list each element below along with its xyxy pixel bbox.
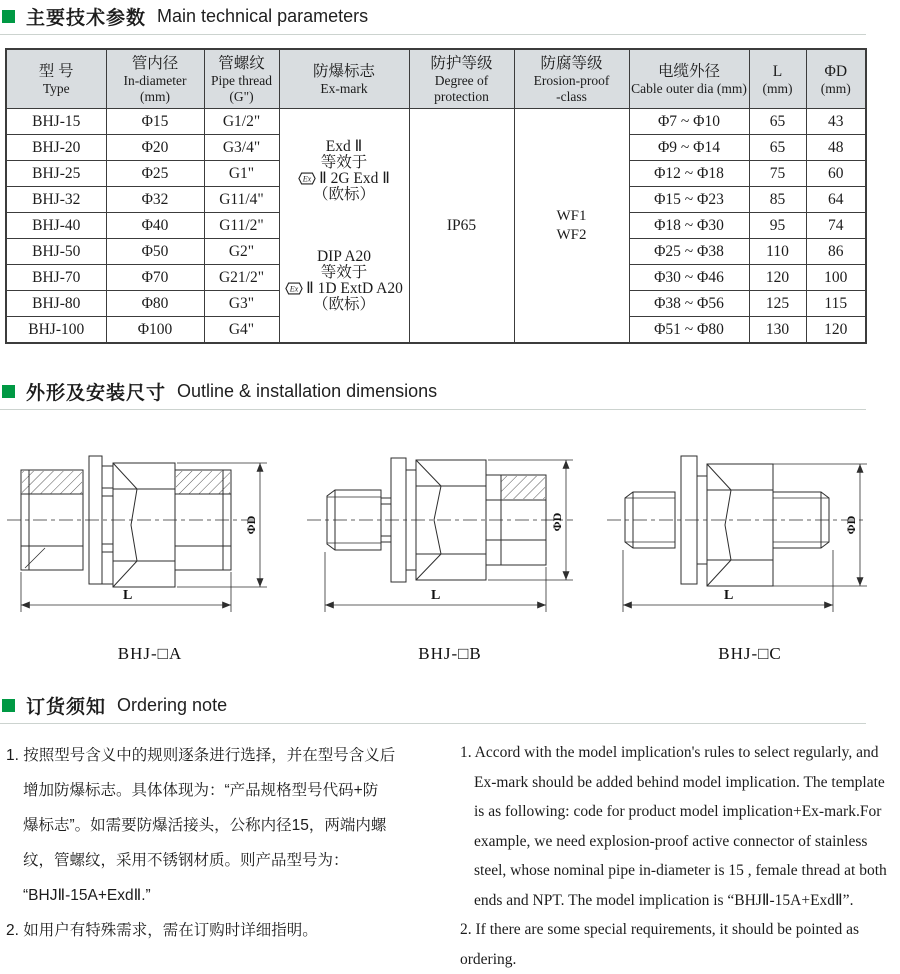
cell-thread: G4": [204, 317, 279, 344]
cell-l: 65: [749, 135, 806, 161]
cell-cable: Φ51 ~ Φ80: [629, 317, 749, 344]
divider: [0, 34, 866, 35]
section-bullet-icon: [2, 10, 15, 23]
technical-drawing-b: [305, 430, 595, 620]
ordering-note-line: Ex-mark should be added behind model implication. The template: [474, 773, 885, 791]
cell-cable: Φ18 ~ Φ30: [629, 213, 749, 239]
section-title-en: Ordering note: [117, 694, 228, 715]
section-bullet-icon: [2, 385, 15, 398]
ex-hexagon-icon: [298, 172, 316, 185]
section-title-zh: 订货须知: [26, 696, 107, 718]
ordering-note-line: 纹，管螺纹，采用不锈钢材质。则产品型号为：: [23, 852, 349, 869]
ordering-note-line: 1. 按照型号含义中的规则逐条进行选择，并在型号含义后: [6, 747, 396, 764]
dim-label-l: L: [431, 588, 441, 603]
dim-label-d: ΦD: [244, 515, 258, 535]
outline-drawing-a: [0, 430, 300, 664]
cell-cable: Φ30 ~ Φ46: [629, 265, 749, 291]
cell-thread: G1/2": [204, 109, 279, 135]
column-header-protection: 防护等级 Degree of protection: [409, 49, 514, 109]
outline-drawings: [0, 430, 900, 664]
ordering-notes: [6, 738, 900, 974]
section-bullet-icon: [2, 699, 15, 712]
cell-l: 75: [749, 161, 806, 187]
dim-label-d: ΦD: [550, 512, 564, 532]
divider: [0, 723, 866, 724]
cell-l: 85: [749, 187, 806, 213]
cell-type: BHJ-25: [6, 161, 106, 187]
column-header-cable: 电缆外径 Cable outer dia (mm): [629, 49, 749, 109]
column-header-diameter: 管内径 In-diameter (mm): [106, 49, 204, 109]
ex-hexagon-icon: [285, 282, 303, 295]
cell-diameter: Φ40: [106, 213, 204, 239]
table-header-row: [6, 49, 866, 109]
column-header-l: L (mm): [749, 49, 806, 109]
svg-text:Ex: Ex: [302, 174, 312, 184]
section-title-zh: 主要技术参数: [26, 7, 147, 29]
column-header-erosion: 防腐等级 Erosion-proof -class: [514, 49, 629, 109]
section-header-params: [2, 5, 900, 27]
cell-thread: G1": [204, 161, 279, 187]
ordering-note-line: 2. 如用户有特殊需求，需在订购时详细指明。: [6, 922, 318, 939]
column-header-type: 型 号 Type: [6, 49, 106, 109]
cell-d: 43: [806, 109, 866, 135]
ordering-notes-en: [460, 738, 900, 974]
dim-label-l: L: [724, 588, 734, 603]
ex-mark-block-dip: DIP A20 等效于 Ex Ⅱ 1D ExtD A20 （欧标）: [280, 249, 409, 313]
dim-label-l: L: [123, 588, 133, 603]
drawing-caption: BHJ-□C: [718, 644, 782, 663]
cell-protection: IP65: [409, 109, 514, 344]
cell-thread: G3": [204, 291, 279, 317]
ordering-note-line: 1. Accord with the model implication's rules to select regularly, and: [460, 744, 879, 761]
cell-thread: G11/2": [204, 213, 279, 239]
svg-text:Ex: Ex: [289, 284, 299, 294]
cell-type: BHJ-32: [6, 187, 106, 213]
ordering-note-line: example, we need explosion-proof active connector of stainless: [474, 832, 868, 850]
cell-cable: Φ12 ~ Φ18: [629, 161, 749, 187]
cell-cable: Φ15 ~ Φ23: [629, 187, 749, 213]
cell-diameter: Φ32: [106, 187, 204, 213]
column-header-exmark: 防爆标志 Ex-mark: [279, 49, 409, 109]
cell-cable: Φ9 ~ Φ14: [629, 135, 749, 161]
cell-l: 95: [749, 213, 806, 239]
cell-l: 120: [749, 265, 806, 291]
cell-type: BHJ-40: [6, 213, 106, 239]
dim-label-d: ΦD: [844, 515, 858, 535]
cell-d: 64: [806, 187, 866, 213]
cell-thread: G21/2": [204, 265, 279, 291]
ordering-note-line: is as following: code for product model implication+Ex-mark.For: [474, 803, 882, 820]
cell-diameter: Φ15: [106, 109, 204, 135]
ordering-notes-zh: [6, 738, 454, 974]
divider: [0, 409, 866, 410]
cell-l: 130: [749, 317, 806, 344]
ordering-note-line: ends and NPT. The model implication is “BHJⅡ-15A+ExdⅡ”.: [474, 891, 854, 909]
section-title-zh: 外形及安装尺寸: [26, 382, 167, 404]
column-header-thread: 管螺纹 Pipe thread (G"): [204, 49, 279, 109]
section-header-outline: [2, 380, 900, 402]
cell-d: 86: [806, 239, 866, 265]
cell-type: BHJ-50: [6, 239, 106, 265]
cell-diameter: Φ20: [106, 135, 204, 161]
section-title-en: Outline & installation dimensions: [177, 380, 438, 401]
cell-thread: G3/4": [204, 135, 279, 161]
section-title-en: Main technical parameters: [157, 5, 369, 26]
cell-cable: Φ25 ~ Φ38: [629, 239, 749, 265]
drawing-caption: BHJ-□B: [418, 644, 482, 663]
cell-d: 115: [806, 291, 866, 317]
cell-type: BHJ-20: [6, 135, 106, 161]
cell-type: BHJ-70: [6, 265, 106, 291]
cell-diameter: Φ25: [106, 161, 204, 187]
cell-diameter: Φ100: [106, 317, 204, 344]
cell-type: BHJ-100: [6, 317, 106, 344]
table-row: [6, 109, 866, 135]
ordering-note-line: 增加防爆标志。具体体现为：“产品规格型号代码+防: [23, 782, 379, 799]
cell-l: 65: [749, 109, 806, 135]
technical-drawing-c: [605, 430, 895, 620]
cell-type: BHJ-15: [6, 109, 106, 135]
ordering-note-line: 爆标志”。如需要防爆活接头，公称内径15，两端内螺: [23, 817, 387, 834]
column-header-d: ΦD (mm): [806, 49, 866, 109]
cell-cable: Φ38 ~ Φ56: [629, 291, 749, 317]
cell-d: 100: [806, 265, 866, 291]
cell-erosion: WF1 WF2: [514, 109, 629, 344]
cell-l: 125: [749, 291, 806, 317]
ordering-note-line: steel, whose nominal pipe in-diameter is 15 , female thread at both: [474, 862, 887, 879]
parameters-table: [5, 48, 867, 344]
cell-cable: Φ7 ~ Φ10: [629, 109, 749, 135]
cell-type: BHJ-80: [6, 291, 106, 317]
cell-thread: G11/4": [204, 187, 279, 213]
cell-diameter: Φ80: [106, 291, 204, 317]
cell-diameter: Φ50: [106, 239, 204, 265]
cell-d: 48: [806, 135, 866, 161]
ordering-note-line: 2. If there are some special requirements, it should be pointed as ordering.: [460, 921, 859, 968]
cell-diameter: Φ70: [106, 265, 204, 291]
cell-l: 110: [749, 239, 806, 265]
cell-d: 120: [806, 317, 866, 344]
cell-thread: G2": [204, 239, 279, 265]
cell-d: 60: [806, 161, 866, 187]
technical-drawing-a: [5, 430, 295, 620]
outline-drawing-c: [600, 430, 900, 664]
ex-mark-block-exd: Exd Ⅱ 等效于 Ex Ⅱ 2G Exd Ⅱ （欧标）: [280, 139, 409, 203]
outline-drawing-b: [300, 430, 600, 664]
cell-ex-mark: [279, 109, 409, 344]
drawing-caption: BHJ-□A: [117, 644, 183, 663]
section-header-ordering: [2, 694, 900, 716]
cell-d: 74: [806, 213, 866, 239]
ordering-note-line: “BHJⅡ-15A+ExdⅡ.”: [23, 887, 151, 904]
